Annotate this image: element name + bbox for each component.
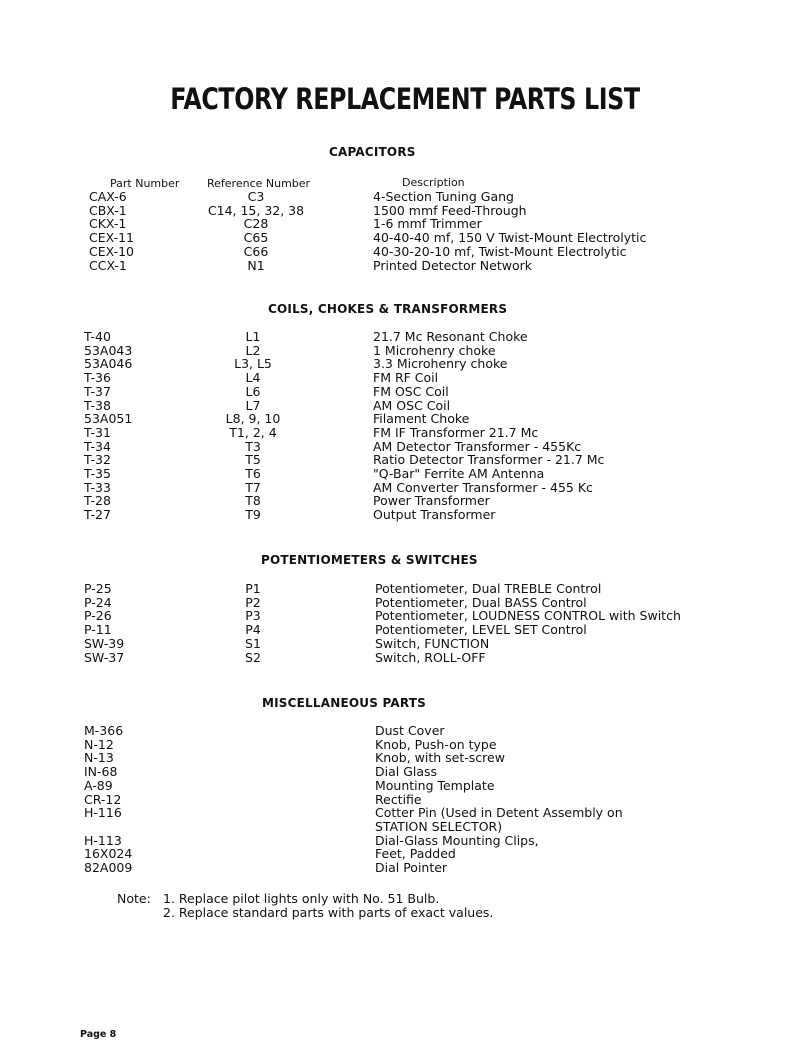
part-description: Switch, ROLL-OFF (375, 649, 486, 665)
part-number: SW-37 (84, 649, 125, 665)
part-description: Dial Glass (375, 764, 438, 780)
part-description: Knob, Push-on type (375, 736, 497, 752)
part-description: Ratio Detector Transformer - 21.7 Mc (373, 452, 605, 468)
part-number: CKX-1 (89, 216, 127, 232)
note-item-2: 2. Replace standard parts with parts of exact values. (163, 905, 494, 920)
part-number: P-11 (84, 622, 112, 638)
part-number: SW-39 (84, 635, 125, 651)
part-description: Potentiometer, Dual BASS Control (375, 594, 587, 610)
section-heading-capacitors: CAPACITORS (329, 145, 416, 159)
part-number: CR-12 (84, 791, 122, 807)
column-header-description: Description (402, 176, 465, 189)
reference-number: T1, 2, 4 (229, 424, 277, 440)
part-number: M-366 (84, 723, 124, 738)
part-description: Switch, FUNCTION (375, 635, 490, 651)
part-number: 16X024 (84, 846, 133, 862)
part-number: IN-68 (84, 764, 118, 780)
part-description: Dust Cover (375, 723, 445, 738)
part-number: T-32 (84, 452, 111, 468)
reference-number: L7 (245, 397, 261, 413)
part-number: N-13 (84, 750, 114, 766)
part-description: Dial-Glass Mounting Clips, (375, 832, 539, 848)
part-number: 53A046 (84, 356, 133, 372)
reference-number: C66 (243, 243, 269, 259)
note-item-1: 1. Replace pilot lights only with No. 51 Bulb. (163, 891, 440, 906)
part-description: 1 Microhenry choke (373, 342, 496, 358)
reference-number: T7 (245, 479, 261, 495)
reference-number: L2 (245, 342, 261, 358)
part-description: STATION SELECTOR) (375, 818, 503, 834)
part-description: AM OSC Coil (373, 397, 451, 413)
reference-number: P1 (245, 581, 261, 596)
column-header-reference-number: Reference Number (207, 177, 311, 190)
part-description: Dial Pointer (375, 860, 448, 875)
reference-number: T5 (245, 452, 261, 468)
reference-number: S1 (245, 635, 261, 651)
part-number: 53A043 (84, 342, 133, 358)
reference-number: P4 (245, 622, 261, 638)
part-number: T-36 (84, 370, 111, 386)
part-number: N-12 (84, 736, 114, 752)
part-number: T-31 (84, 424, 111, 440)
reference-number: T8 (245, 493, 261, 509)
part-description: "Q-Bar" Ferrite AM Antenna (373, 466, 545, 481)
reference-number: P2 (245, 594, 261, 610)
part-number: T-33 (84, 479, 111, 495)
page-number: Page 8 (80, 1029, 117, 1040)
reference-number: T6 (245, 466, 261, 481)
part-description: 3.3 Microhenry choke (373, 356, 508, 372)
part-number: T-37 (84, 383, 111, 399)
part-description: Potentiometer, Dual TREBLE Control (375, 581, 602, 596)
reference-number: L1 (245, 329, 261, 344)
reference-number: C3 (247, 189, 265, 204)
part-number: CAX-6 (89, 189, 127, 204)
part-description: FM OSC Coil (373, 383, 449, 399)
part-number: P-24 (84, 594, 112, 610)
section-heading-potentiometers: POTENTIOMETERS & SWITCHES (261, 553, 478, 567)
reference-number: C65 (243, 230, 269, 246)
part-description: FM RF Coil (373, 370, 439, 386)
part-number: T-28 (84, 493, 111, 509)
section-heading-miscellaneous: MISCELLANEOUS PARTS (262, 696, 426, 710)
part-description: Mounting Template (375, 777, 495, 793)
reference-number: C14, 15, 32, 38 (207, 202, 305, 218)
part-number: P-25 (84, 581, 112, 596)
part-description: 1500 mmf Feed-Through (373, 202, 527, 218)
part-description: Output Transformer (373, 507, 496, 523)
section-heading-coils: COILS, CHOKES & TRANSFORMERS (268, 302, 508, 316)
part-number: CEX-11 (89, 230, 134, 246)
part-description: 40-40-40 mf, 150 V Twist-Mount Electrolytic (373, 230, 647, 246)
part-number: T-38 (84, 397, 111, 413)
part-description: Feet, Padded (375, 846, 456, 862)
part-description: FM IF Transformer 21.7 Mc (373, 424, 539, 440)
note-label: Note: (117, 891, 151, 906)
page-title: FACTORY REPLACEMENT PARTS LIST (170, 82, 640, 116)
part-description: Cotter Pin (Used in Detent Assembly on (375, 805, 623, 821)
reference-number: C28 (243, 216, 269, 232)
part-description: AM Detector Transformer - 455Kc (373, 438, 582, 454)
part-number: A-89 (84, 777, 113, 793)
part-description: 1-6 mmf Trimmer (373, 216, 482, 232)
part-description: 21.7 Mc Resonant Choke (373, 329, 528, 344)
reference-number: L4 (245, 370, 261, 386)
part-number: P-26 (84, 608, 112, 624)
reference-number: S2 (245, 649, 261, 665)
part-number: CEX-10 (89, 243, 134, 259)
part-description: 40-30-20-10 mf, Twist-Mount Electrolytic (373, 243, 627, 259)
part-number: 82A009 (84, 860, 133, 875)
part-description: Power Transformer (373, 493, 490, 509)
part-description: Potentiometer, LOUDNESS CONTROL with Switch (375, 608, 681, 624)
part-description: Filament Choke (373, 411, 470, 427)
part-description: 4-Section Tuning Gang (373, 189, 514, 204)
reference-number: T3 (245, 438, 261, 454)
reference-number: N1 (247, 257, 265, 273)
reference-number: L3, L5 (234, 356, 272, 372)
part-number: CBX-1 (89, 202, 127, 218)
part-description: AM Converter Transformer - 455 Kc (373, 479, 593, 495)
reference-number: L8, 9, 10 (225, 411, 281, 427)
part-number: H-113 (84, 832, 122, 848)
part-description: Potentiometer, LEVEL SET Control (375, 622, 587, 638)
part-description: Knob, with set-screw (375, 750, 505, 766)
part-number: T-40 (84, 329, 111, 344)
part-description: Rectifie (375, 791, 422, 807)
reference-number: P3 (245, 608, 261, 624)
reference-number: L6 (245, 383, 261, 399)
part-number: T-35 (84, 466, 111, 481)
part-description: Printed Detector Network (373, 257, 532, 273)
part-number: T-27 (84, 507, 111, 523)
part-number: 53A051 (84, 411, 133, 427)
part-number: CCX-1 (89, 257, 127, 273)
part-number: H-116 (84, 805, 122, 821)
reference-number: T9 (245, 507, 261, 523)
part-number: T-34 (84, 438, 111, 454)
column-header-part-number: Part Number (110, 177, 180, 190)
